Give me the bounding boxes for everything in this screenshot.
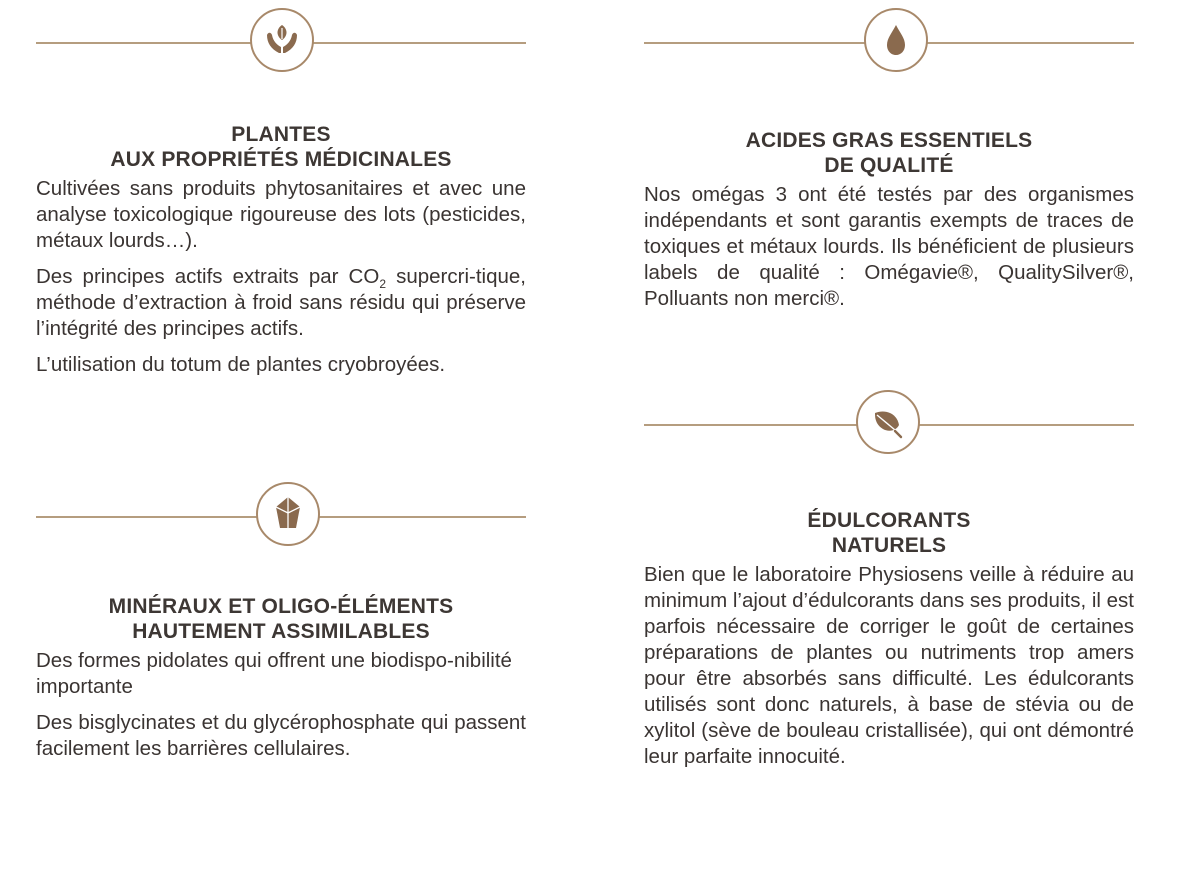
plantes-p2-before: Des principes actifs extraits par CO <box>36 265 380 288</box>
mineraux-section <box>36 594 526 772</box>
oil-drop-icon <box>864 8 928 72</box>
crystal-icon <box>256 482 320 546</box>
acides-title <box>644 128 1134 178</box>
co2-subscript: 2 <box>379 277 386 292</box>
edulcorants-title-line1: ÉDULCORANTS <box>807 509 971 532</box>
edulcorants-section <box>644 508 1134 780</box>
edulcorants-divider <box>644 390 1134 460</box>
edulcorants-title <box>644 508 1134 558</box>
plantes-divider <box>36 8 526 78</box>
acides-section <box>644 128 1134 322</box>
acides-divider <box>644 8 1134 78</box>
plantes-section <box>36 122 526 388</box>
plantes-title <box>36 122 526 172</box>
mineraux-title-line1: MINÉRAUX ET OLIGO-ÉLÉMENTS <box>108 595 454 618</box>
mineraux-divider <box>36 482 526 552</box>
mineraux-title <box>36 594 526 644</box>
leaf-icon <box>856 390 920 454</box>
acides-title-line1: ACIDES GRAS ESSENTIELS <box>745 129 1033 152</box>
edulcorants-paragraph-1: Bien que le laboratoire Physiosens veille à réduire au minimum l’ajout d’édulcorants dans ses produits, il est parfois nécessaire de corriger le goût de certaines préparations de plantes ou nutriments trop amers pour être absorbés sans difficulté. Les édulcorants utilisés sont donc naturels, à base de stévia ou de xylitol (sève de bouleau cristallisée), qui ont démontré leur parfaite innocuité. <box>644 563 1134 768</box>
plantes-paragraph-1: Cultivées sans produits phytosanitaires et avec une analyse toxicologique rigoureuse des lots (pesticides, métaux lourds…). <box>36 177 526 252</box>
edulcorants-title-line2: NATURELS <box>831 534 947 557</box>
acides-paragraph-1: Nos omégas 3 ont été testés par des organismes indépendants et sont garantis exempts de traces de toxiques et métaux lourds. Ils bénéficient de plusieurs labels de qualité : Omégavie®, QualitySilver®, Polluants non merci®. <box>644 183 1134 310</box>
acides-title-line2: DE QUALITÉ <box>824 154 954 177</box>
plantes-paragraph-2 <box>36 264 526 342</box>
plantes-p2-after: supercri-tique, méthode d’extraction à froid sans résidu qui préserve l’intégrité des principes actifs. <box>36 265 526 340</box>
mineraux-title-line2: HAUTEMENT ASSIMILABLES <box>132 620 430 643</box>
plantes-paragraph-3: L’utilisation du totum de plantes cryobroyées. <box>36 353 446 376</box>
mineraux-paragraph-1: Des formes pidolates qui offrent une biodispo-nibilité importante <box>36 649 512 698</box>
mineraux-paragraph-2: Des bisglycinates et du glycérophosphate qui passent facilement les barrières cellulaires. <box>36 711 526 760</box>
plantes-title-line1: PLANTES <box>231 123 331 146</box>
hands-leaf-icon <box>250 8 314 72</box>
plantes-title-line2: AUX PROPRIÉTÉS MÉDICINALES <box>110 148 452 171</box>
